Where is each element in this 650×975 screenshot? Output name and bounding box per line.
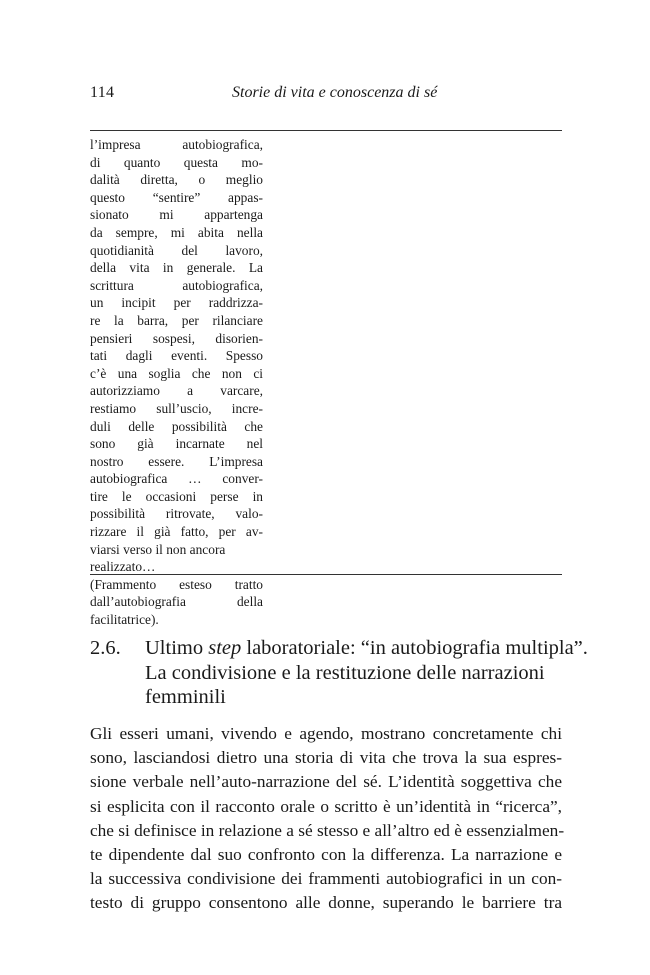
body-paragraph [90, 722, 565, 916]
fragment-line: sionato mi appartenga [90, 207, 263, 223]
autobiographical-fragment [90, 136, 263, 629]
fragment-line: nostro essere. L’impresa [90, 453, 263, 469]
body-line: te dipendente dal suo confronto con la differenza. La narrazione e [90, 844, 562, 864]
body-line: si esplicita con il racconto orale o scritto è un’identità in “ricerca”, [90, 796, 562, 816]
fragment-line: rizzare il già fatto, per av- [90, 524, 263, 540]
fragment-line: possibilità ritrovate, valo- [90, 506, 263, 522]
fragment-line: della vita in generale. La [90, 260, 263, 276]
page-number: 114 [90, 84, 115, 101]
body-line: sione verbale nell’auto-narrazione del sé. L’identità soggettiva che [90, 772, 562, 792]
section-title-text: laboratoriale: “in autobiografia multipla”. [241, 637, 588, 659]
fragment-line: pensieri sospesi, disorien- [90, 330, 263, 346]
fragment-bottom-rule [90, 574, 562, 575]
body-line: Gli esseri umani, vivendo e agendo, mostrano concretamente chi [90, 724, 562, 743]
fragment-line: dalità diretta, o meglio [90, 172, 263, 188]
fragment-line: scrittura autobiografica, [90, 277, 263, 293]
fragment-line: restiamo sull’uscio, incre- [90, 400, 263, 416]
fragment-line: viarsi verso il non ancora [90, 541, 226, 557]
fragment-line: questo “sentire” appas- [90, 189, 263, 205]
fragment-line: un incipit per raddrizza- [90, 295, 263, 311]
fragment-top-rule [90, 130, 562, 131]
fragment-line: realizzato… [90, 559, 156, 575]
fragment-line: facilitatrice). [90, 612, 159, 628]
section-title-line [90, 636, 588, 661]
fragment-line: c’è una soglia che non ci [90, 365, 263, 381]
fragment-line: autorizziamo a varcare, [90, 383, 263, 399]
fragment-line: re la barra, per rilanciare [90, 312, 263, 328]
fragment-line: sono già incarnate nel [90, 436, 263, 452]
section-title-italic: step [208, 637, 242, 659]
running-title: Storie di vita e conoscenza di sé [232, 84, 438, 101]
section-number: 2.6. [90, 637, 121, 659]
body-line: testo di gruppo consentono alle donne, superando le barriere tra [90, 893, 562, 913]
section-title-text: Ultimo [145, 637, 209, 659]
fragment-line: l’impresa autobiografica, [90, 137, 263, 152]
fragment-line: di quanto questa mo- [90, 154, 263, 170]
fragment-line: da sempre, mi abita nella [90, 224, 263, 240]
body-line: sono, lasciandosi dietro una storia di vita che trova la sua espres- [90, 748, 562, 768]
fragment-line: dall’autobiografia della [90, 594, 263, 610]
section-title-line: femminili [145, 686, 226, 708]
body-line: che si definisce in relazione a sé stesso e all’altro ed è essenzialmen- [90, 820, 565, 840]
fragment-line: tati dagli eventi. Spesso [90, 348, 263, 364]
fragment-line: tire le occasioni perse in [90, 488, 263, 504]
section-heading [90, 636, 588, 710]
fragment-line: duli delle possibilità che [90, 418, 263, 434]
body-line: la successiva condivisione dei frammenti autobiografici in un con- [90, 869, 562, 889]
fragment-line: autobiografica … conver- [90, 471, 263, 487]
fragment-line: (Frammento esteso tratto [90, 576, 263, 592]
fragment-line: quotidianità del lavoro, [90, 242, 263, 258]
section-title-line: La condivisione e la restituzione delle narrazioni [145, 661, 545, 684]
